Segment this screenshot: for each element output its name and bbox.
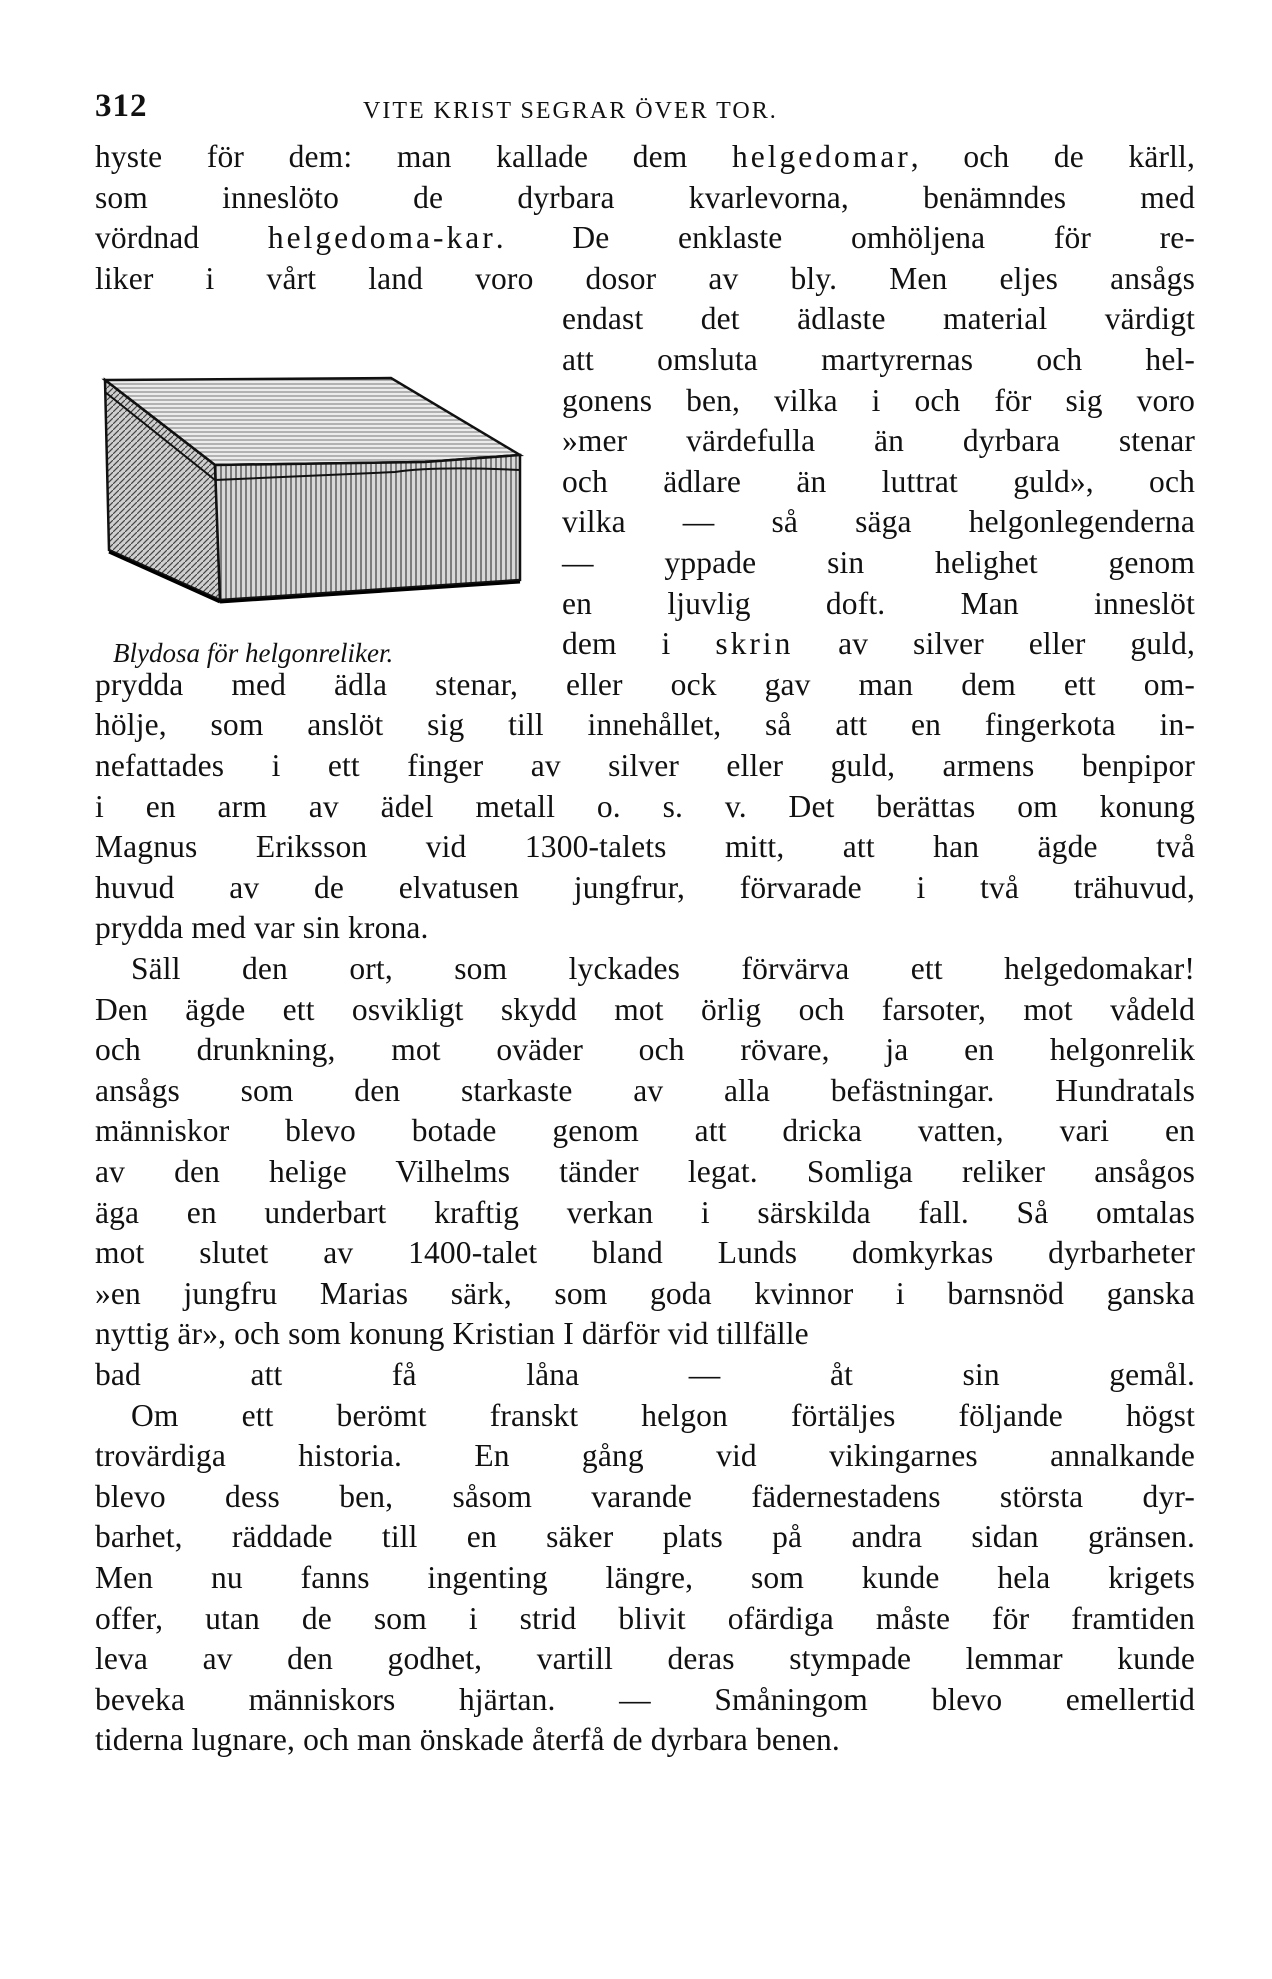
text-run: Men nu fanns ingenting längre, som kunde hela krigets [95,1560,1195,1595]
text-line [95,1517,1195,1557]
text-line [95,1558,1195,1598]
text-line [95,990,1195,1030]
text-run: bad att få låna — åt sin gemål. [95,1357,1195,1392]
text-run: beveka människors hjärtan. — Småningom blevo emellertid [95,1682,1195,1717]
text-run: hyste för dem: man kallade dem [95,139,732,174]
text-line [95,1477,1195,1517]
text-line [95,827,1195,867]
text-run: mot slutet av 1400-talet bland Lunds domkyrkas dyrbarheter [95,1235,1195,1270]
text-run: Säll den ort, som lyckades förvärva ett helgedomakar! [131,951,1195,986]
text-run: liker i vårt land voro dosor av bly. Men eljes ansågs [95,261,1195,296]
text-run: »mer värdefulla än dyrbara stenar [562,423,1195,458]
text-run: prydda med var sin krona. [95,910,429,945]
text-run: tiderna lugnare, och man önskade återfå de dyrbara benen. [95,1722,840,1757]
emphasized-term: helgedoma-kar [267,220,496,255]
text-line [95,1233,1195,1273]
text-line [95,1599,1195,1639]
text-line [95,1720,1195,1760]
text-line [95,868,1195,908]
text-line [562,299,1195,339]
text-run: människor blevo botade genom att dricka vatten, vari en [95,1113,1195,1148]
text-line [95,1639,1195,1679]
text-run: och ädlare än luttrat guld», och [562,464,1195,499]
text-line [95,1436,1195,1476]
text-line [95,746,1195,786]
text-run: — yppade sin helighet genom [562,545,1195,580]
text-run: vilka — så säga helgonlegenderna [562,504,1195,539]
text-run: prydda med ädla stenar, eller ock gav man dem ett om- [95,667,1195,702]
text-run: nefattades i ett finger av silver eller guld, armens benpipor [95,748,1195,783]
figure-caption: Blydosa för helgonreliker. [113,638,394,668]
text-line [95,1071,1195,1111]
text-run: nyttig är», och som konung Kristian I därför vid tillfälle [95,1316,809,1351]
text-line [95,665,1195,705]
text-run: att omsluta martyrernas och hel- [562,342,1195,377]
text-line [562,543,1195,583]
text-run: av silver eller guld, [793,626,1195,661]
text-line [562,502,1195,542]
text-run: och drunkning, mot oväder och rövare, ja en helgonrelik [95,1032,1195,1067]
lead-reliquary-box-illustration [95,370,530,640]
text-run: blevo dess ben, såsom varande fädernestadens största dyr- [95,1479,1195,1514]
text-line [95,1030,1195,1070]
text-line [562,462,1195,502]
text-run: , och de kärll, [910,139,1195,174]
text-run: en ljuvlig doft. Man inneslöt [562,586,1195,621]
text-line [95,218,1195,258]
text-run: trovärdiga historia. En gång vid vikingarnes annalkande [95,1438,1195,1473]
text-line [95,1152,1195,1192]
text-run: . De enklaste omhöljena för re- [495,220,1195,255]
text-run: »en jungfru Marias särk, som goda kvinnor i barnsnöd ganska [95,1276,1195,1311]
text-line [95,1680,1195,1720]
text-run: ansågs som den starkaste av alla befästningar. Hundratals [95,1073,1195,1108]
text-line [95,787,1195,827]
text-line [131,949,1195,989]
text-run: dem i [562,626,716,661]
text-line [95,705,1195,745]
text-line [95,1355,1195,1395]
text-run: som inneslöto de dyrbara kvarlevorna, benämndes med [95,180,1195,215]
text-run: Om ett berömt franskt helgon förtäljes följande högst [131,1398,1195,1433]
text-line [131,1396,1195,1436]
text-run: endast det ädlaste material värdigt [562,301,1195,336]
text-run: huvud av de elvatusen jungfrur, förvarade i två trähuvud, [95,870,1195,905]
text-line [95,908,1195,948]
text-line [95,137,1195,177]
text-run: äga en underbart kraftig verkan i särskilda fall. Så omtalas [95,1195,1195,1230]
text-line [95,1274,1195,1314]
text-run: av den helige Vilhelms tänder legat. Somliga reliker ansågos [95,1154,1195,1189]
text-run: vördnad [95,220,268,255]
text-line [562,381,1195,421]
text-line [562,584,1195,624]
text-run: leva av den godhet, vartill deras stympade lemmar kunde [95,1641,1195,1676]
text-line [95,178,1195,218]
text-run: Magnus Eriksson vid 1300-talets mitt, att han ägde två [95,829,1195,864]
page-number: 312 [95,88,148,124]
figure [95,370,530,668]
text-line [95,1111,1195,1151]
text-run: Den ägde ett osvikligt skydd mot örlig och farsoter, mot vådeld [95,992,1195,1027]
emphasized-term: helgedomar [732,139,911,174]
text-line [562,624,1195,664]
page-header [95,88,1195,136]
text-line [562,421,1195,461]
text-line [95,259,1195,299]
text-run: offer, utan de som i strid blivit ofärdiga måste för framtiden [95,1601,1195,1636]
text-line [95,1314,1195,1354]
text-run: hölje, som anslöt sig till innehållet, så att en fingerkota in- [95,707,1195,742]
text-run: i en arm av ädel metall o. s. v. Det berättas om konung [95,789,1195,824]
text-line [562,340,1195,380]
running-title: VITE KRIST SEGRAR ÖVER TOR. [363,98,778,124]
text-line [95,1193,1195,1233]
emphasized-term: skrin [715,626,794,661]
text-run: barhet, räddade till en säker plats på andra sidan gränsen. [95,1519,1195,1554]
text-run: gonens ben, vilka i och för sig voro [562,383,1195,418]
